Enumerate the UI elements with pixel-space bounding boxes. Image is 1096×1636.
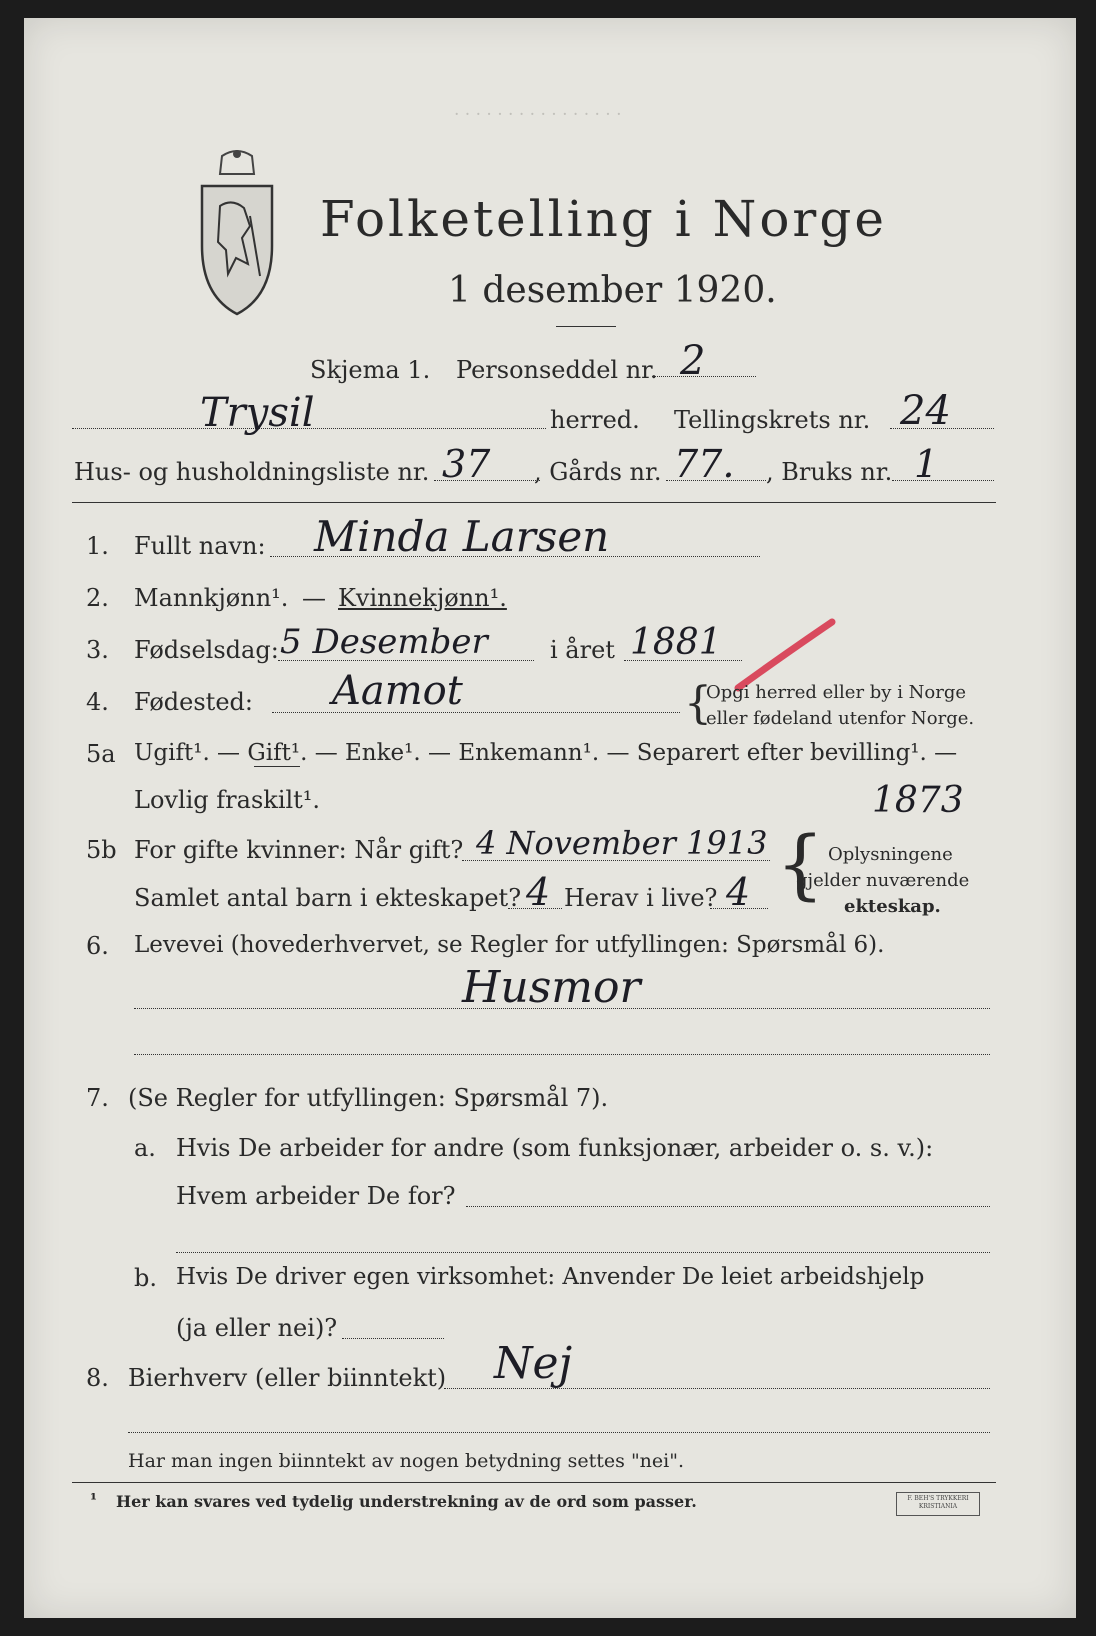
tellingskrets-value: 24 <box>900 388 951 434</box>
q7a-line2: Hvem arbeider De for? <box>176 1182 456 1210</box>
printer-stamp <box>896 1492 980 1516</box>
personseddel-value: 2 <box>680 338 706 384</box>
q2-male: Mannkjønn¹. <box>134 584 289 612</box>
q5b-label-3: Herav i live? <box>564 884 718 912</box>
q7b-line1: Hvis De driver egen virksomhet: Anvender De leiet arbeidshjelp <box>176 1264 925 1290</box>
bruks-line <box>892 480 994 481</box>
form-title: Folketelling i Norge <box>320 190 887 248</box>
q5b-number: 5b <box>86 836 117 864</box>
q7a-number: a. <box>134 1134 156 1162</box>
q7b-line2: (ja eller nei)? <box>176 1314 338 1342</box>
q7b-answer-line <box>342 1338 444 1339</box>
section-divider <box>72 502 996 503</box>
q8-line-2 <box>128 1432 990 1433</box>
q5b-value-3: 4 <box>726 870 751 914</box>
herred-label: herred. <box>550 406 640 434</box>
q4-value: Aamot <box>332 668 463 714</box>
q5b-note-1: Oplysningene <box>828 844 953 865</box>
personseddel-label: Personseddel nr. <box>456 356 658 384</box>
q4-brace: { <box>684 678 712 729</box>
gards-value: 77. <box>674 442 735 486</box>
q6-value: Husmor <box>462 962 641 1013</box>
q5b-value-2: 4 <box>526 870 551 914</box>
q8-label: Bierhverv (eller biinntekt) <box>128 1364 447 1392</box>
footnote-number: ¹ <box>90 1490 98 1509</box>
printer-stamp-text: F. BEH'S TRYKKERI KRISTIANIA <box>907 1495 969 1510</box>
q5a-gift-underline <box>254 766 300 767</box>
q5b-brace: { <box>776 819 825 908</box>
q2-separator: — <box>302 584 326 612</box>
title-divider <box>556 326 616 327</box>
q5a-line1: Ugift¹. — Gift¹. — Enke¹. — Enkemann¹. — Separert efter bevilling¹. — <box>134 740 958 766</box>
q3-number: 3. <box>86 636 109 664</box>
q5a-number: 5a <box>86 740 116 768</box>
q1-number: 1. <box>86 532 109 560</box>
q4-label: Fødested: <box>134 688 253 716</box>
q5a-margin-note: 1873 <box>872 780 964 821</box>
q5a-line2: Lovlig fraskilt¹. <box>134 786 321 814</box>
q5b-label-1: For gifte kvinner: Når gift? <box>134 836 464 864</box>
hus-value: 37 <box>442 442 491 486</box>
schema-label: Skjema 1. <box>310 356 431 384</box>
gards-label: , Gårds nr. <box>534 458 662 486</box>
q4-note-1: Opgi herred eller by i Norge <box>706 682 967 703</box>
q7a-answer-line <box>466 1206 990 1207</box>
bruks-value: 1 <box>914 442 939 486</box>
tellingskrets-label: Tellingskrets nr. <box>674 406 871 434</box>
footer-note: Har man ingen biinntekt av nogen betydning settes "nei". <box>128 1450 685 1472</box>
herred-value: Trysil <box>200 390 315 436</box>
q1-value: Minda Larsen <box>314 512 610 561</box>
q3-year-value: 1881 <box>630 622 722 663</box>
q8-number: 8. <box>86 1364 109 1392</box>
q1-label: Fullt navn: <box>134 532 266 560</box>
q6-number: 6. <box>86 932 109 960</box>
bleed-through-text: . . . . . . . . . . . . . . . . <box>454 100 622 120</box>
q7-number: 7. <box>86 1084 109 1112</box>
q4-note-2: eller fødeland utenfor Norge. <box>706 708 975 729</box>
coat-of-arms-icon <box>192 146 282 316</box>
q6-label: Levevei (hovederhvervet, se Regler for utfyllingen: Spørsmål 6). <box>134 932 885 958</box>
q7a-answer-line-2 <box>176 1252 990 1253</box>
q2-number: 2. <box>86 584 109 612</box>
footnote: Her kan svares ved tydelig understrekning av de ord som passer. <box>116 1492 697 1511</box>
q7b-number: b. <box>134 1264 157 1292</box>
q7a-line1: Hvis De arbeider for andre (som funksjonær, arbeider o. s. v.): <box>176 1134 934 1162</box>
bruks-label: , Bruks nr. <box>766 458 893 486</box>
q5b-note-3: ekteskap. <box>844 896 941 917</box>
census-form <box>24 18 1076 1618</box>
hus-label: Hus- og husholdningsliste nr. <box>74 458 430 486</box>
q5b-note-2: gjelder nuværende <box>796 870 970 891</box>
q3-year-label: i året <box>550 636 615 664</box>
census-date: 1 desember 1920. <box>448 270 777 311</box>
q5b-label-2: Samlet antal barn i ekteskapet? <box>134 884 522 912</box>
q3-label: Fødselsdag: <box>134 636 279 664</box>
q8-value: Nej <box>494 1338 573 1389</box>
q2-female-underlined: Kvinnekjønn¹. <box>338 584 507 612</box>
footer-divider <box>72 1482 996 1483</box>
q3-value: 5 Desember <box>280 622 488 662</box>
q7-label: (Se Regler for utfyllingen: Spørsmål 7). <box>128 1084 609 1112</box>
q6-line-2 <box>134 1054 990 1055</box>
q5b-value-1: 4 November 1913 <box>476 824 768 862</box>
q4-number: 4. <box>86 688 109 716</box>
